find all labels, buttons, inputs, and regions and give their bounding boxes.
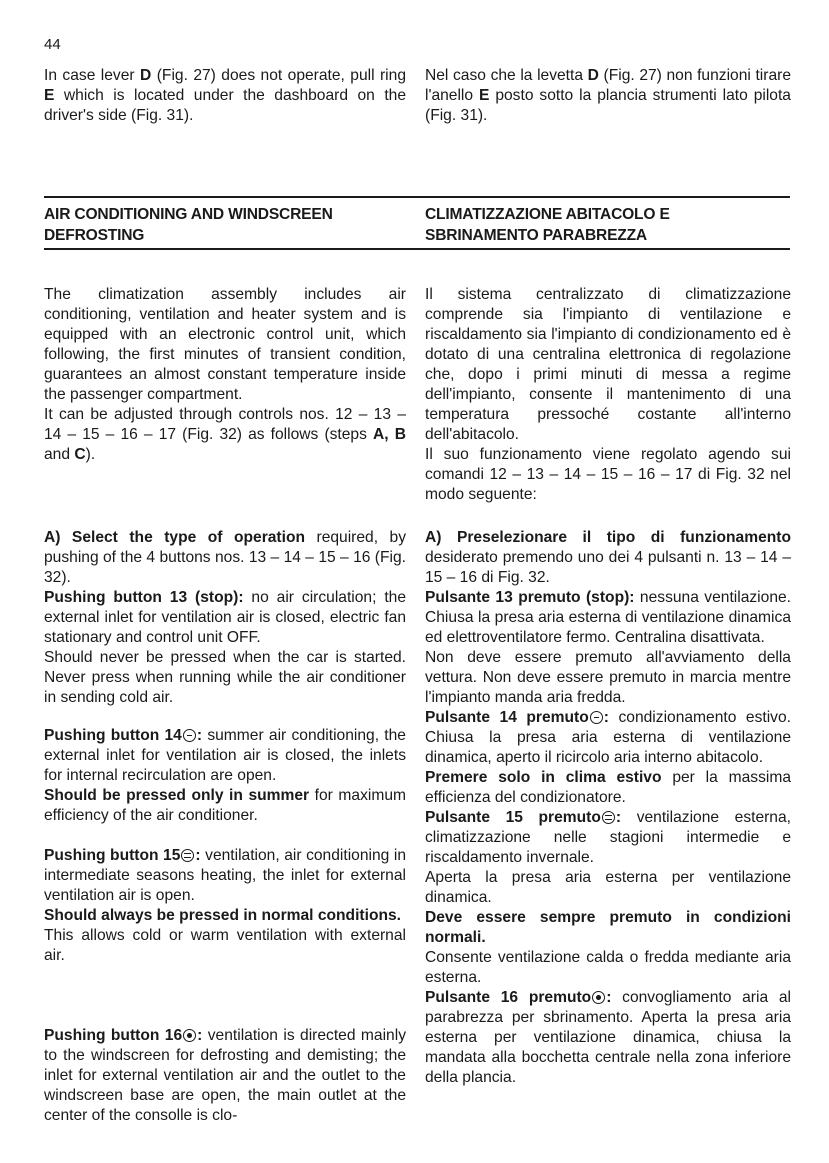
english-column <box>44 285 406 465</box>
defrost-icon <box>183 1029 196 1042</box>
en-adjust-paragraph: It can be adjusted through controls nos. 12 – 13 – 14 – 15 – 16 – 17 (Fig. 32) as follows (steps A, B and C). <box>44 406 406 463</box>
page-number: 44 <box>44 36 61 53</box>
section-heading-it: CLIMATIZZAZIONE ABITACOLO E SBRINAMENTO PARABREZZA <box>425 206 670 244</box>
summer-ac-icon <box>183 729 196 742</box>
ventilation-icon <box>181 849 194 862</box>
en-button-14: Pushing button 14 : summer air conditioning, the external inlet for ventilation air is closed, the inlets for internal recirculation are open. Should be pressed only in summer for maximum efficiency of the air conditioner. <box>44 727 406 824</box>
intro-it: Nel caso che la levetta D (Fig. 27) non funzioni tirare l'anello E posto sotto la plancia strumenti lato pilota (Fig. 31). <box>425 67 791 124</box>
en-intro-paragraph: The climatization assembly includes air conditioning, ventilation and heater system and is equipped with an electronic control unit, which following, the first minutes of transient condition, guarantees an almost constant temperature inside the passenger compartment. <box>44 286 406 403</box>
it-adjust-paragraph: Il suo funzionamento viene regolato agendo sui comandi 12 – 13 – 14 – 15 – 16 – 17 di Fig. 32 nel modo seguente: <box>425 446 791 503</box>
it-operation-section: A) Preselezionare il tipo di funzionamento desiderato premendo uno dei 4 pulsanti n. 13 – 14 – 15 – 16 di Fig. 32. Pulsante 13 premuto (stop): nessuna ventilazione. Chiusa la presa aria esterna di ventilazione dinamica ed elettroventilatore fermo. Centralina disattivata. Non deve essere premuto all'avviamento della vettura. Non deve essere premuto in marcia mentre l'impianto manda aria fredda. Pulsante 14 premuto : condizionamento estivo. Chiusa la presa aria esterna di ventilazione dinamica, aperto il ricircolo aria interno abitacolo. Premere solo in clima estivo per la massima efficienza del condizionatore. Pulsante 15 premuto : ventilazione esterna, climatizzazione nelle stagioni intermedie e riscaldamento invernale. Aperta la presa aria esterna per ventilazione dinamica. Deve essere sempre premuto in condizioni normali. Consente ventilazione calda o fredda mediante aria esterna. Pulsante 16 premuto : convogliamento aria al parabrezza per sbrinamento. Aperta la presa aria esterna per ventilazione dinamica, chiusa la mandata alla bocchetta centrale nella zona inferiore della plancia. <box>425 529 791 1086</box>
en-button-15: Pushing button 15 : ventilation, air conditioning in intermediate seasons heating, the inlet for external ventilation air is open. Should always be pressed in normal conditions. This allows cold or warm ventilation with external air. <box>44 847 406 964</box>
section-heading-en: AIR CONDITIONING AND WINDSCREEN DEFROSTING <box>44 206 333 244</box>
intro-en: In case lever D (Fig. 27) does not operate, pull ring E which is located under the dashboard on the driver's side (Fig. 31). <box>44 67 406 124</box>
en-button-16: Pushing button 16 : ventilation is directed mainly to the windscreen for defrosting and demisting; the inlet for external ventilation air and the outlet to the windscreen base are open, the main outlet at the center of the consolle is clo- <box>44 1027 406 1124</box>
it-intro-paragraph: Il sistema centralizzato di climatizzazione comprende sia l'impianto di ventilazione e riscaldamento sia l'impianto di condizionamento ed è dotato di una centralina elettronica di regolazione che, dopo i primi minuti di messa a regime dell'impianto, consente il mantenimento di una temperatura pressoché costante all'interno dell'abitacolo. <box>425 286 791 443</box>
italian-column <box>425 285 791 505</box>
heading-rule-top <box>44 196 790 198</box>
summer-ac-icon <box>590 711 603 724</box>
heading-rule-bottom <box>44 248 790 250</box>
defrost-icon <box>592 991 605 1004</box>
ventilation-icon <box>602 811 615 824</box>
en-operation-section: A) Select the type of operation required, by pushing of the 4 buttons nos. 13 – 14 – 15 – 16 (Fig. 32). Pushing button 13 (stop): no air circulation; the external inlet for ventilation air is closed, electric fan stationary and control unit OFF. Should never be pressed when the car is started. Never press when running while the air conditioner in sending cold air. <box>44 529 406 706</box>
